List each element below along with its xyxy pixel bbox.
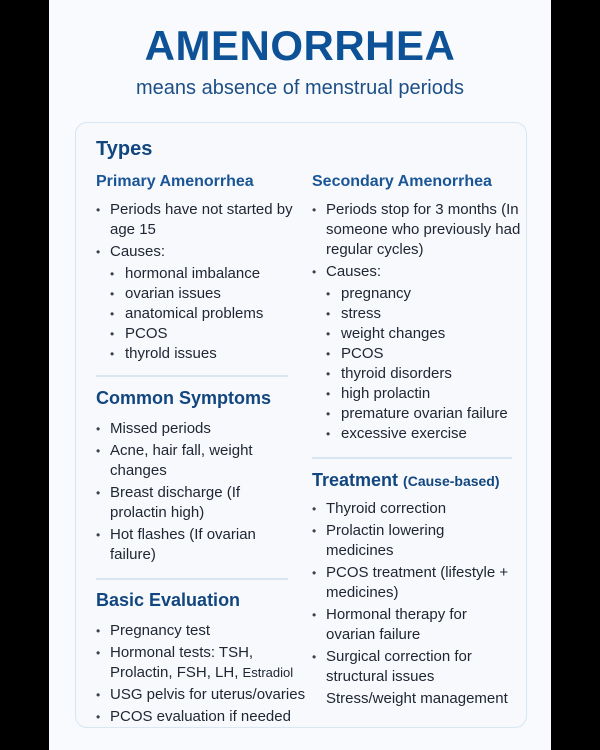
secondary-amenorrhea-heading: Secondary Amenorrhea [312,173,492,190]
page-subtitle: means absence of menstrual periods [136,77,464,99]
hormonal-tests-text: Hormonal tests: TSH, Prolactin, FSH, LH, [110,644,254,681]
content-card [75,122,527,728]
primary-list [96,200,296,364]
list-item: • Thyroid correction [312,499,512,519]
cause-item: • anatomical problems [96,304,296,324]
list-item: • Surgical correction for structural issues [312,647,512,687]
cause-item: • thyroid disorders [312,364,524,384]
cause-item: • PCOS [96,324,296,344]
cause-item: • pregnancy [312,284,524,304]
cause-item: • thyrold issues [96,344,296,364]
list-item: • Acne, hair fall, weight changes [96,441,276,481]
cause-item: • PCOS [312,344,524,364]
secondary-list [312,200,524,444]
list-item: • Causes: [96,242,296,262]
treatment-heading [312,470,500,491]
list-item [96,643,316,683]
list-item: • Hormonal therapy for ovarian failure [312,605,512,645]
list-item: • Periods stop for 3 months (In someone who previously had regular cycles) [312,200,524,260]
symptoms-heading: Common Symptoms [96,388,272,408]
list-item: • PCOS evaluation if needed [96,707,316,727]
list-item: • USG pelvis for uterus/ovaries [96,685,316,705]
treatment-title: Treatment [312,470,399,490]
cause-item: • ovarian issues [96,284,296,304]
list-item: • Causes: [312,262,524,282]
evaluation-list [96,621,316,729]
treatment-note: (Cause-based) [403,473,500,489]
treatment-list [312,499,512,711]
list-item: • Hot flashes (If ovarian failure) [96,525,276,565]
cause-item: • stress [312,304,524,324]
estradiol-text: Estradiol [242,665,294,680]
types-heading: Types [96,138,153,160]
section-divider [96,578,288,580]
list-item: • Pregnancy test [96,621,316,641]
evaluation-heading: Basic Evaluation [96,590,241,610]
primary-amenorrhea-heading: Primary Amenorrhea [96,173,254,190]
list-item: • Breast discharge (If prolactin high) [96,483,276,523]
list-item: • Prolactin lowering medicines [312,521,512,561]
list-item: • PCOS treatment (lifestyle + medicines) [312,563,512,603]
list-item: • Periods have not started by age 15 [96,200,296,240]
cause-item: • excessive exercise [312,424,524,444]
list-item: • Missed periods [96,419,276,439]
section-divider [96,375,288,377]
infographic-page [49,0,551,750]
section-divider [312,457,512,459]
list-item: Stress/weight management [326,690,508,707]
cause-item: • premature ovarian failure [312,404,524,424]
page-title: AMENORRHEA [144,22,456,69]
cause-item: • weight changes [312,324,524,344]
cause-item: • hormonal imbalance [96,264,296,284]
cause-item: • high prolactin [312,384,524,404]
symptoms-list [96,419,276,567]
